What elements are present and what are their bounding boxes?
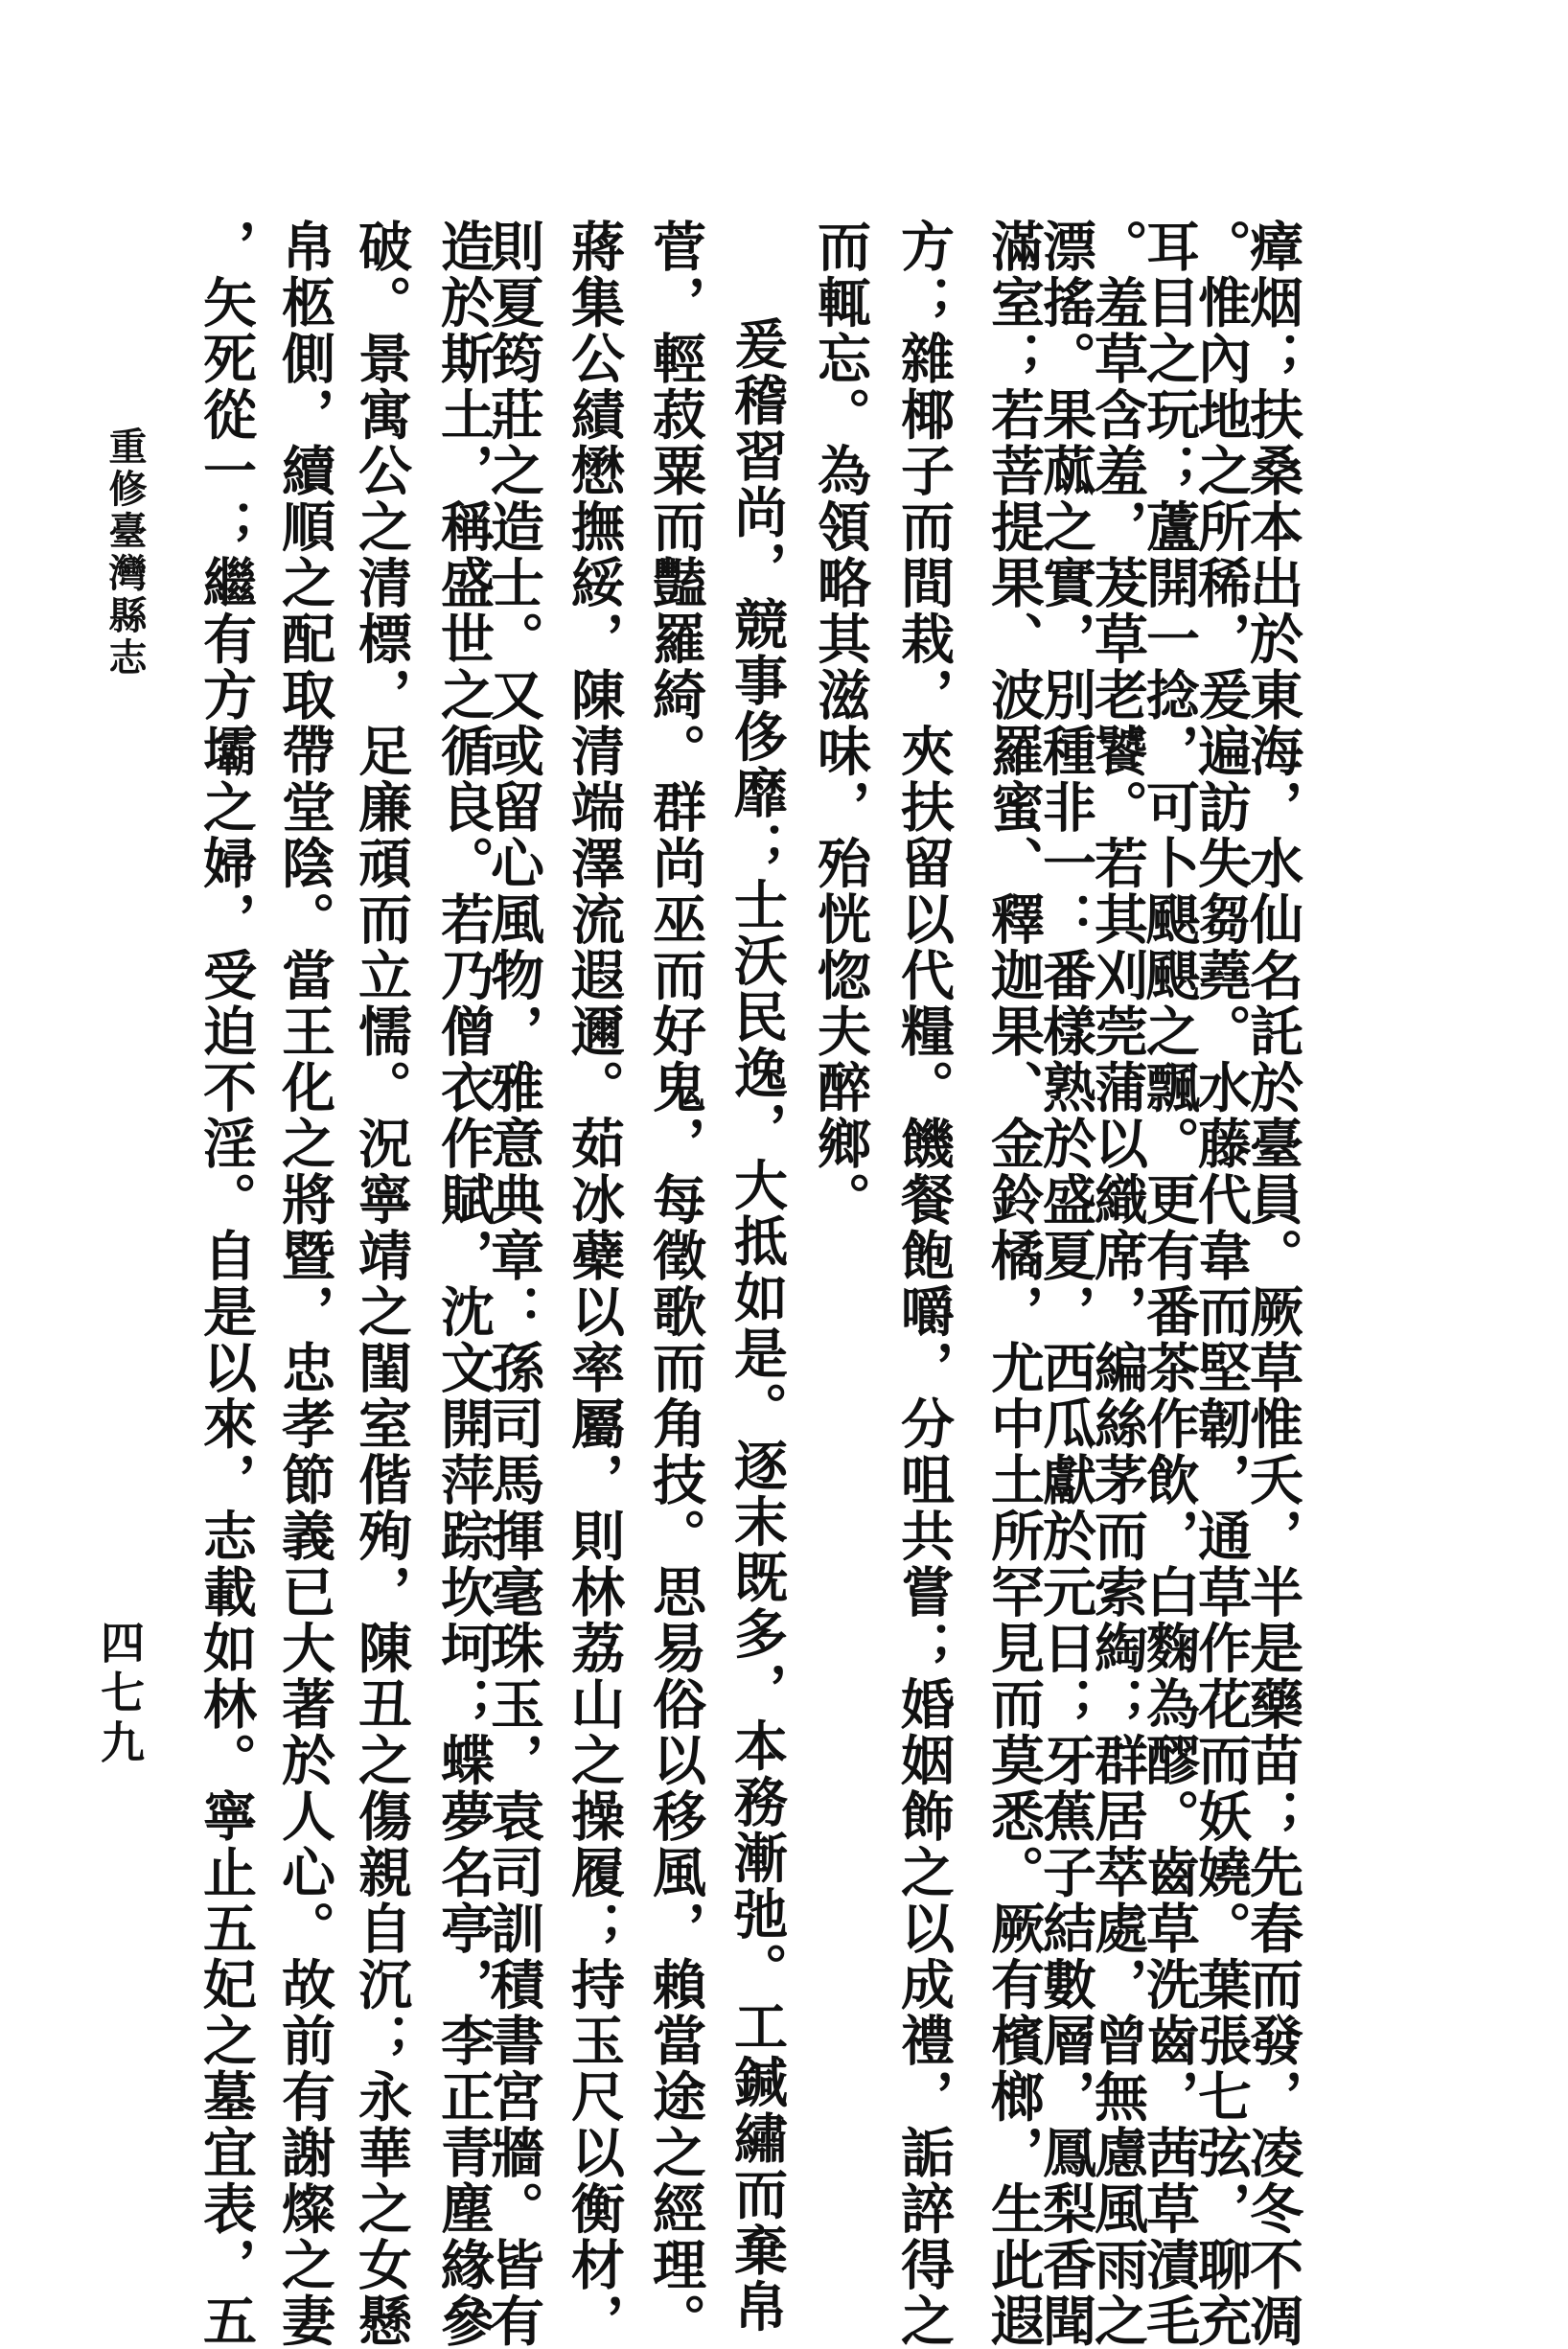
text-column-3: 耳目之玩；蘆開一捻，可卜颶颶之飄。更有番茶作飲，白麴為醪。齒草洗齒，茜草漬毛: [1138, 219, 1201, 2349]
page-number: 四七九: [94, 1620, 146, 1769]
text-column-12: 則夏筠莊之造士。又或留心風物，雅意典章：孫司馬揮毫珠玉，袁司訓積書宮牆。皆有: [482, 219, 545, 2349]
text-column-9: 爰稽習尚，競事侈靡；士沃民逸，大抵如是。逐末既多，本務漸弛。工鍼繡而棄帛: [726, 316, 789, 2335]
text-column-5: 漂搖。果蓏之實，別種非一：番樣熟於盛夏，西瓜獻於元日；牙蕉子結數層，鳳梨香聞: [1034, 219, 1097, 2349]
text-column-6: 滿室；若菩提果、波羅蜜、釋迦果、金鈴橘，尤中土所罕見而莫悉。厥有檳榔，生此遐: [982, 219, 1046, 2349]
text-column-4: 。羞草含羞，茇草老饕。若其刈莞蒲以織席，編絲茅而索綯；群居萃處，曾無慮風雨之: [1086, 219, 1149, 2349]
text-column-16: ，矢死從一；繼有方壩之婦，受迫不淫。自是以來，志載如林。寧止五妃之墓宜表，五: [195, 219, 258, 2349]
text-column-1: 瘴烟；扶桑本出於東海，水仙名託於臺員。厥草惟夭，半是藥苗；先春而發，凌冬不凋: [1241, 219, 1304, 2349]
text-column-7: 方；雜椰子而間栽，夾扶留以代糧。饑餐飽嚼，分咀共嘗；婚姻飾之以成禮，詬誶得之: [892, 219, 956, 2349]
text-column-15: 帛柩側，續順之配取帶堂陰。當王化之將暨，忠孝節義已大著於人心。故前有謝燦之妻: [273, 219, 336, 2349]
text-column-2: 。惟內地之所稀，爰遍訪失芻蕘。水藤代韋而堅韌，通草作花而妖嬈。葉張七弦，聊充: [1189, 219, 1253, 2349]
running-title: 重修臺灣縣志: [103, 426, 148, 679]
text-column-14: 破。景寓公之清標，足廉頑而立懦。況寧靖之閨室偕殉，陳丑之傷親自沉；永華之女懸: [350, 219, 413, 2349]
text-column-8: 而輒忘。為領略其滋味，殆恍惚夫醉鄉。: [809, 219, 872, 1228]
text-column-11: 蔣集公績懋撫綏，陳清端澤流遐邇。茹冰蘗以率屬，則林荔山之操履；持玉尺以衡材，: [563, 219, 626, 2349]
text-column-13: 造於斯土，稱盛世之循良。若乃僧衣作賦，沈文開萍踪坎坷；蝶夢名亭，李正青塵緣參: [432, 219, 496, 2349]
text-column-10: 菅，輕菽粟而豔羅綺。群尚巫而好鬼，每徵歌而角技。思易俗以移風，賴當途之經理。: [644, 219, 707, 2349]
